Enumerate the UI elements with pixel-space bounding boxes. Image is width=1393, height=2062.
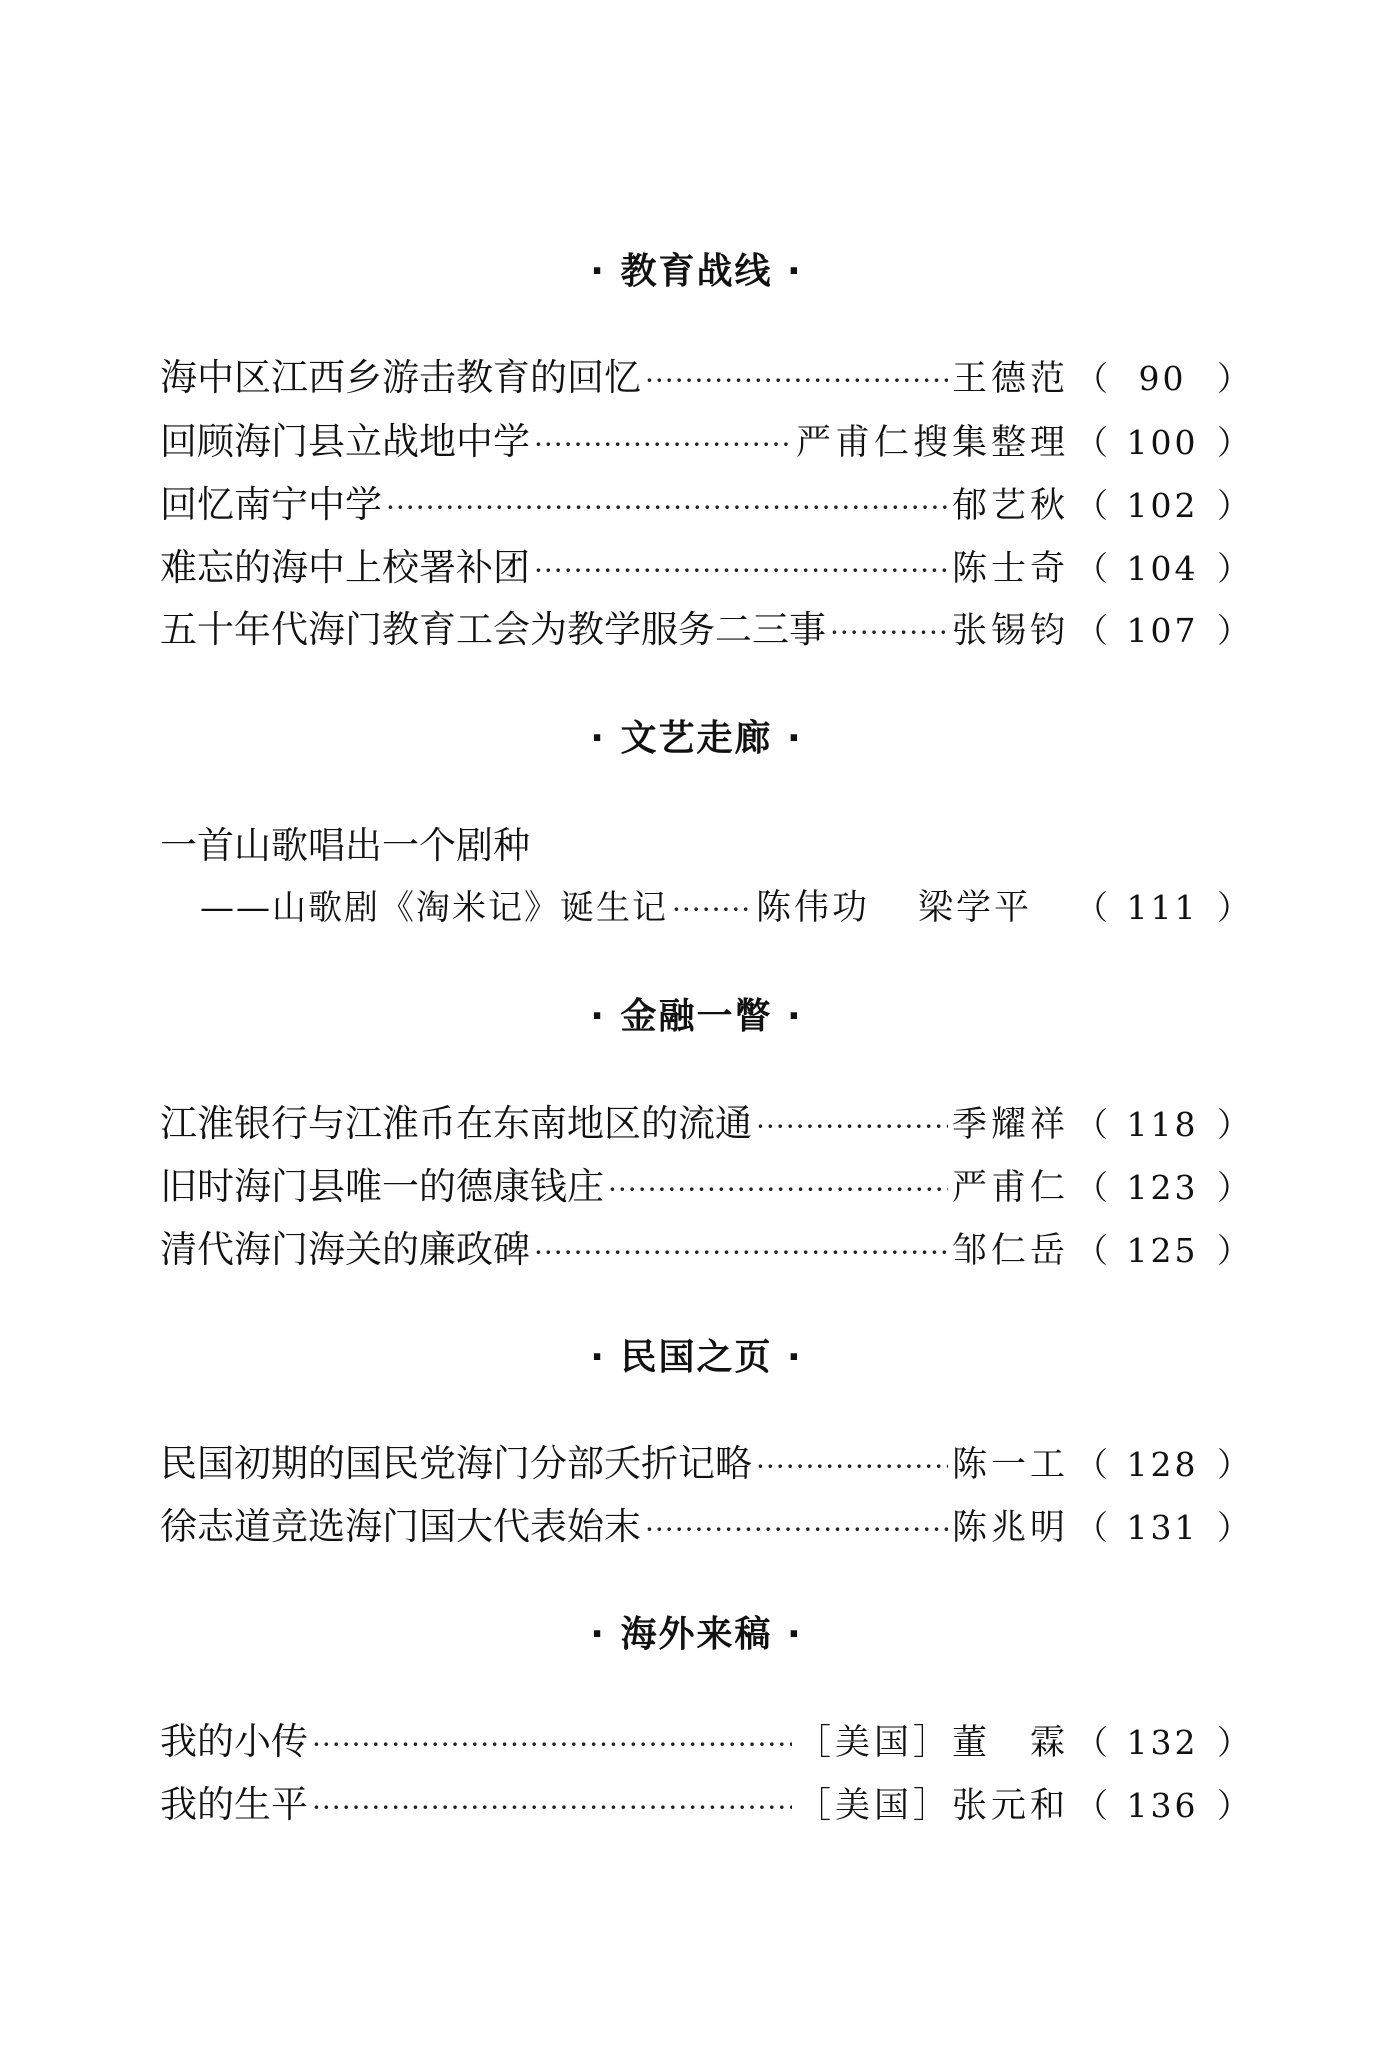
paren-open: （: [1075, 549, 1108, 588]
page-reference: [1075, 419, 1250, 467]
dot-leader: [756, 1443, 948, 1491]
paren-close: ）: [1217, 549, 1250, 588]
entry-title: 我的生平: [160, 1783, 308, 1826]
entry-author: ［美国］董 霖: [795, 1723, 1069, 1763]
paren-close: ）: [1217, 1231, 1250, 1270]
entry-author: 陈伟功: [756, 888, 871, 928]
paren-open: （: [1075, 1231, 1108, 1270]
dot-leader: [672, 886, 752, 934]
entry-author: 陈一工: [951, 1445, 1069, 1485]
paren-open: （: [1075, 1786, 1108, 1825]
toc-entry[interactable]: [160, 354, 1250, 402]
paren-open: （: [1075, 359, 1108, 398]
page-reference: [1075, 1164, 1250, 1212]
paren-close: ）: [1217, 486, 1250, 525]
page-reference: [1075, 545, 1250, 593]
page-number: 125: [1126, 1231, 1199, 1270]
entry-title: 回顾海门县立战地中学: [160, 420, 530, 463]
page-reference: [1075, 355, 1250, 403]
toc-entry[interactable]: [160, 1100, 1250, 1148]
paren-open: （: [1075, 1723, 1108, 1762]
entry-title: 我的小传: [160, 1720, 308, 1763]
entry-author: 季耀祥: [951, 1105, 1069, 1145]
page-reference: [1075, 1504, 1250, 1552]
paren-close: ）: [1217, 359, 1250, 398]
paren-close: ）: [1217, 1786, 1250, 1825]
paren-open: （: [1075, 423, 1108, 462]
section-heading-education: · 教育战线 ·: [590, 251, 803, 292]
entry-title: 民国初期的国民党海门分部夭折记略: [160, 1442, 752, 1485]
page-number: 118: [1126, 1105, 1199, 1144]
page-reference: [1075, 482, 1250, 530]
entry-title: 江淮银行与江淮币在东南地区的流通: [160, 1102, 752, 1145]
paren-open: （: [1075, 486, 1108, 525]
dot-leader: [645, 1506, 948, 1554]
entry-subtitle: ——山歌剧《淘米记》诞生记: [200, 888, 668, 928]
entry-title: 徐志道竞选海门国大代表始末: [160, 1505, 641, 1548]
page-number: 136: [1126, 1786, 1199, 1825]
paren-open: （: [1075, 1445, 1108, 1484]
dot-leader: [756, 1103, 948, 1151]
page-reference: [1075, 1441, 1250, 1489]
page-number: 100: [1126, 423, 1199, 462]
page-number: 90: [1138, 359, 1187, 398]
paren-close: ）: [1217, 1105, 1250, 1144]
entry-author: 陈士奇: [951, 549, 1069, 589]
entry-author: 郁艺秋: [951, 486, 1069, 526]
paren-close: ）: [1217, 611, 1250, 650]
entry-author: ［美国］张元和: [795, 1786, 1069, 1826]
page-reference: [1075, 607, 1250, 655]
page-number: 104: [1126, 549, 1199, 588]
toc-entry[interactable]: [160, 822, 1250, 870]
toc-entry[interactable]: [160, 1781, 1250, 1829]
entry-author: 严甫仁搜集整理: [795, 423, 1069, 463]
dot-leader: [312, 1784, 792, 1832]
entry-title: 五十年代海门教育工会为教学服务二三事: [160, 608, 826, 651]
entry-author: 邹仁岳: [951, 1231, 1069, 1271]
dot-leader: [312, 1721, 792, 1769]
dot-leader: [830, 609, 948, 657]
entry-title: 难忘的海中上校署补团: [160, 546, 530, 589]
paren-close: ）: [1217, 423, 1250, 462]
paren-open: （: [1075, 1168, 1108, 1207]
toc-sub-entry[interactable]: [200, 884, 1250, 932]
toc-entry[interactable]: [160, 1226, 1250, 1274]
toc-entry[interactable]: [160, 1718, 1250, 1766]
dot-leader: [608, 1166, 948, 1214]
paren-close: ）: [1217, 1168, 1250, 1207]
dot-leader: [534, 421, 792, 469]
entry-title: 清代海门海关的廉政碑: [160, 1228, 530, 1271]
section-heading-republic: · 民国之页 ·: [590, 1337, 803, 1378]
paren-close: ）: [1217, 1508, 1250, 1547]
page-reference: [1075, 1782, 1250, 1830]
entry-author-second: 梁学平: [918, 888, 1033, 928]
toc-entry[interactable]: [160, 481, 1250, 529]
page-number: 111: [1126, 888, 1199, 927]
toc-entry[interactable]: [160, 544, 1250, 592]
page-number: 128: [1126, 1445, 1199, 1484]
paren-close: ）: [1217, 1445, 1250, 1484]
page-number: 123: [1126, 1168, 1199, 1207]
entry-title: 旧时海门县唯一的德康钱庄: [160, 1165, 604, 1208]
paren-close: ）: [1217, 1723, 1250, 1762]
toc-entry[interactable]: [160, 1163, 1250, 1211]
paren-open: （: [1075, 611, 1108, 650]
entry-title: 回忆南宁中学: [160, 483, 382, 526]
section-heading-overseas: · 海外来稿 ·: [590, 1614, 803, 1655]
page-number: 132: [1126, 1723, 1199, 1762]
dot-leader: [645, 357, 948, 405]
page-number: 102: [1126, 486, 1199, 525]
paren-open: （: [1075, 1508, 1108, 1547]
toc-entry[interactable]: [160, 418, 1250, 466]
paren-close: ）: [1217, 888, 1250, 927]
entry-author: 陈兆明: [951, 1508, 1069, 1548]
page-reference: [1075, 1719, 1250, 1767]
section-heading-arts: · 文艺走廊 ·: [590, 718, 803, 759]
page-reference: [1075, 1227, 1250, 1275]
dot-leader: [386, 484, 948, 532]
section-heading-finance: · 金融一瞥 ·: [590, 996, 803, 1037]
entry-title: 海中区江西乡游击教育的回忆: [160, 356, 641, 399]
paren-open: （: [1075, 888, 1108, 927]
entry-author: 张锡钧: [951, 611, 1069, 651]
dot-leader: [534, 1229, 948, 1277]
page-number: 131: [1126, 1508, 1199, 1547]
entry-author: 严甫仁: [951, 1168, 1069, 1208]
page-reference: [1075, 884, 1250, 932]
entry-author: 王德范: [951, 359, 1069, 399]
page-reference: [1075, 1101, 1250, 1149]
toc-entry[interactable]: [160, 1503, 1250, 1551]
dot-leader: [534, 547, 948, 595]
entry-title: 一首山歌唱出一个剧种: [160, 824, 530, 867]
toc-entry[interactable]: [160, 606, 1250, 654]
toc-entry[interactable]: [160, 1440, 1250, 1488]
page-number: 107: [1126, 611, 1199, 650]
paren-open: （: [1075, 1105, 1108, 1144]
